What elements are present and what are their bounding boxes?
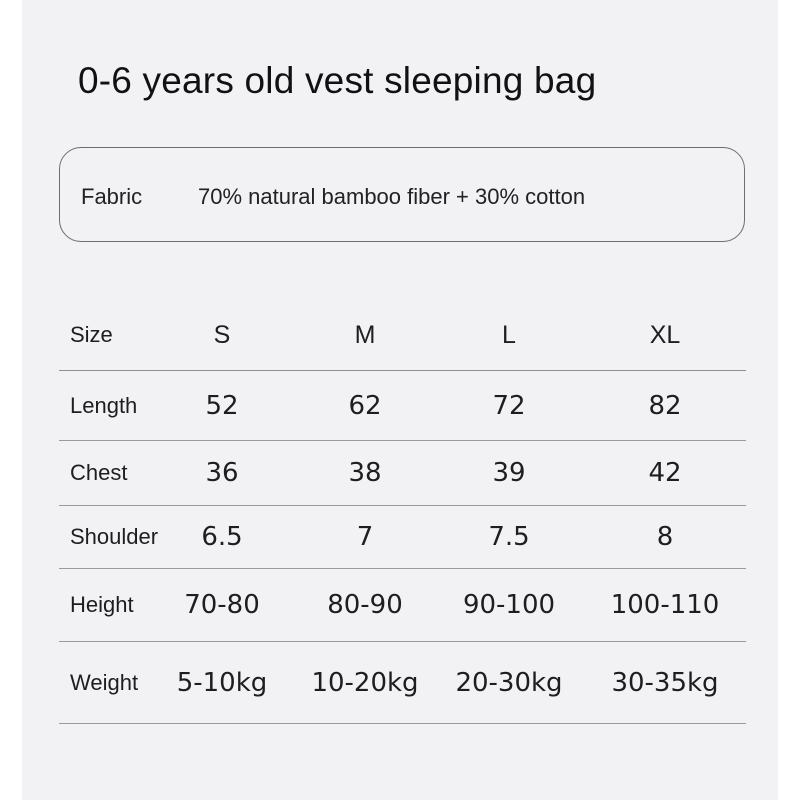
row-label-shoulder: Shoulder [70, 524, 159, 549]
table-cell: 80-90 [327, 590, 403, 620]
table-cell: 70-80 [184, 590, 260, 620]
row-label-length: Length [70, 392, 138, 418]
table-row [59, 506, 746, 569]
table-cell: 100-110 [610, 590, 720, 620]
fabric-label: Fabric [81, 184, 143, 209]
table-cell: 72 [492, 390, 526, 421]
table-cell: 36 [205, 458, 239, 488]
row-label-chest: Chest [70, 460, 128, 485]
table-cell: 10-20kg [311, 667, 419, 698]
table-cell: 82 [648, 390, 682, 421]
table-cell: 5-10kg [176, 667, 268, 698]
page-title: 0-6 years old vest sleeping bag [78, 60, 597, 101]
table-row [59, 569, 746, 642]
table-cell: 38 [348, 458, 382, 488]
size-chart-table [59, 300, 746, 724]
size-column-header: XL [649, 320, 681, 349]
size-column-header: M [354, 320, 376, 349]
size-header-label: Size [70, 322, 113, 347]
table-cell: 8 [656, 522, 674, 552]
table-cell: 90-100 [462, 590, 556, 620]
table-cell: 62 [348, 390, 382, 421]
table-cell: 20-30kg [455, 667, 563, 698]
table-cell: 30-35kg [611, 667, 719, 698]
table-header-row [59, 300, 746, 371]
table-cell: 39 [492, 458, 526, 488]
table-row [59, 642, 746, 724]
fabric-info-box [59, 147, 745, 242]
table-cell: 42 [648, 458, 682, 488]
table-cell: 7 [356, 522, 374, 552]
size-column-header: S [213, 320, 231, 349]
table-cell: 52 [205, 390, 239, 421]
table-row [59, 371, 746, 441]
row-label-weight: Weight [70, 669, 139, 695]
table-cell: 6.5 [201, 522, 243, 552]
table-row [59, 441, 746, 506]
row-label-height: Height [70, 592, 134, 617]
fabric-value: 70% natural bamboo fiber + 30% cotton [198, 184, 586, 209]
size-column-header: L [502, 320, 516, 349]
table-cell: 7.5 [488, 522, 530, 552]
